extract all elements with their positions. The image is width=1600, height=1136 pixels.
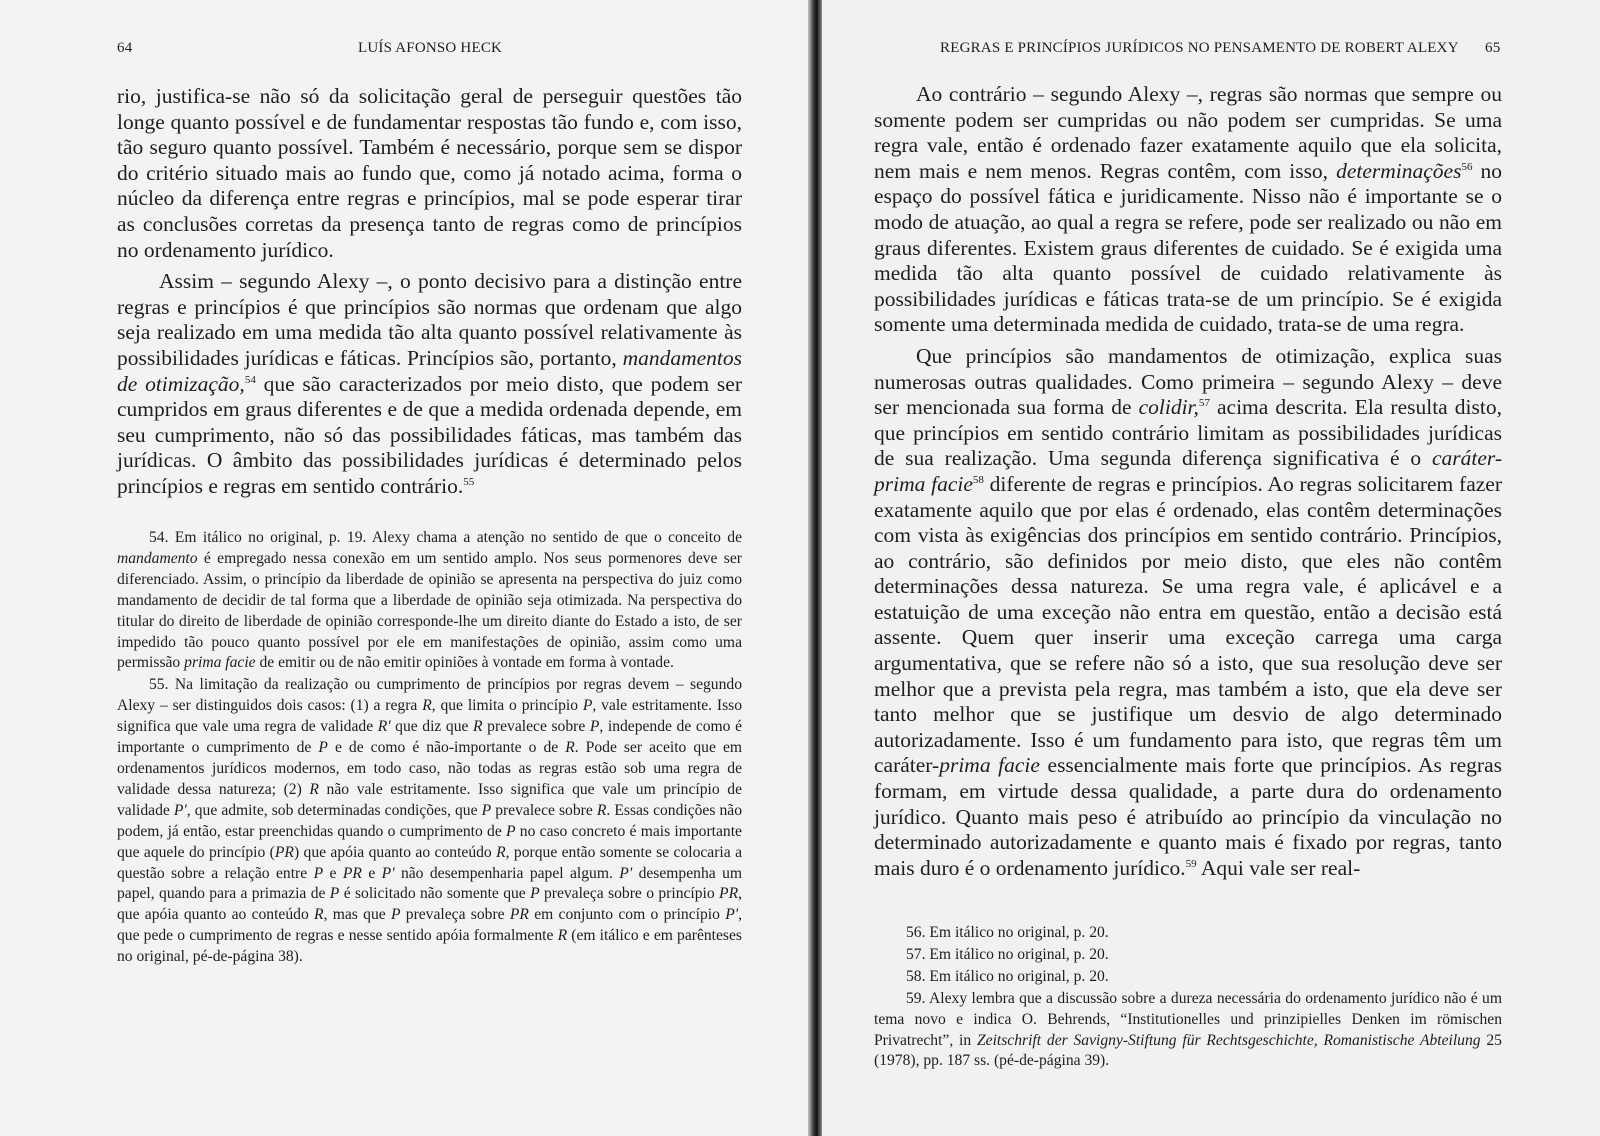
italic-run: R (596, 801, 607, 819)
footnote-57: 57. Em itálico no original, p. 20. (906, 945, 1109, 963)
footnote-ref-59: 59 (1185, 857, 1197, 870)
text-run: no caso concreto é mais importante que aquele do princípio ( (117, 822, 742, 861)
footnote-ref-58: 58 (972, 473, 984, 486)
footnote-58: 58. Em itálico no original, p. 20. (906, 967, 1109, 985)
italic-run: P (390, 906, 401, 924)
text-run: e de como é não-importante o de (327, 739, 566, 757)
italic-run: Zeitschrift der Savigny-Stiftung für Rechtsgeschichte, Romanistische Abteilung (976, 1031, 1481, 1049)
italic-run: colidir, (1138, 395, 1199, 420)
text-run: , que limita o princípio (431, 697, 583, 715)
italic-run: prima facie (184, 654, 256, 672)
italic-run: R (309, 780, 319, 798)
text-run: , mas que (323, 906, 391, 924)
right-footnotes (874, 923, 1502, 1072)
text-run: 25 (1978), pp. 187 ss. (pé-de-página 39). (874, 1031, 1502, 1070)
text-run: , porque então somente se colocaria a questão sobre a relação entre (117, 843, 742, 882)
italic-run: P' (381, 864, 395, 882)
text-run: Ao contrário – segundo Alexy –, regras são normas que sempre ou somente podem ser cumpridas ou não podem ser cumpridas. Se uma regra vale, então é ordenado fazer exatamente aquilo que ela solicita, nem mais e nem menos. Regras contêm, com isso, (874, 82, 1502, 183)
text-run: prevaleça sobre (400, 906, 510, 924)
italic-run: P (481, 801, 492, 819)
text-run: acima descrita. Ela resulta disto, que princípios em sentido contrário limitam as possibilidades jurídicas de sua realização. Uma segunda diferença significativa é o (874, 395, 1502, 471)
text-run: e (361, 864, 382, 882)
left-page-number: 64 (117, 40, 133, 56)
italic-run: P (589, 718, 600, 736)
text-run: diferente de regras e princípios. Ao regras solicitarem fazer exatamente aquilo que por elas é ordenado, elas contêm determinações com vista às exigências dos princípios em sentido contrário. Princípios, ao contrário, são definidos por meio disto, que eles não contêm determinações dessa natureza. Se uma regra vale, é aplicável e a estatuição de uma exceção não entra em questão, então a decisão está assente. Quem quer inserir uma exceção carrega uma carga argumentativa, que se refere não só a isto, que sua resolução deve ser melhor que a prevista pela regra, mas também a isto, que ela deve ser tanto melhor que se justifique um desvio de algo determinado autorizadamente. Isso é um fundamento para isto, que regras têm um caráter- (874, 471, 1502, 778)
text-run: essencialmente mais forte que princípios. As regras formam, em virtude dessa qualidade, a parte dura do ordenamento jurídico. Quanto mais peso é atribuído ao princípio da vinculação no determinado autorizadamente e quanto mais é fixado por regras, tanto mais duro é o ordenamento jurídico. (874, 753, 1502, 880)
italic-run: P' (173, 801, 187, 819)
footnote-59 (874, 989, 1502, 1073)
italic-run: P (506, 822, 516, 840)
text-run: Que princípios são mandamentos de otimização, explica suas numerosas outras qualidades. Como primeira – segundo Alexy – deve ser mencionada sua forma de (874, 343, 1502, 420)
left-paragraph-1: rio, justifica-se não só da solicitação geral de perseguir questões tão longe quanto possível e de fundamentar respostas tão fundo e, com isso, tão seguro quanto possível. Também é necessário, porque sem se dispor do critério situado mais ao fundo que, como já notado acima, forma o núcleo da diferença entre regras e princípios, mal se pode esperar tirar as conclusões corretas da presença tanto de regras como de princípios no ordenamento jurídico. (117, 84, 742, 262)
italic-run: determinações (1336, 158, 1462, 183)
text-run: 55. Na limitação da realização ou cumprimento de princípios por regras devem – segundo Alexy – ser distinguidos dois casos: (1) a regra (117, 676, 742, 715)
right-body (874, 82, 1502, 881)
right-paragraph-2 (874, 344, 1502, 881)
text-run: em conjunto com o princípio (528, 906, 726, 924)
footnote-ref-56: 56 (1461, 160, 1473, 173)
italic-run: P (318, 739, 328, 757)
italic-run: P' (725, 906, 739, 924)
italic-run: R (422, 697, 432, 715)
italic-run: R (565, 739, 575, 757)
text-run: , vale estritamente. Isso significa que vale uma regra de validade (117, 697, 743, 736)
left-footnotes (117, 528, 742, 968)
right-running-head: REGRAS E PRINCÍPIOS JURÍDICOS NO PENSAMENTO DE ROBERT ALEXY (940, 40, 1459, 56)
text-run: Aqui vale ser real- (1196, 855, 1361, 880)
right-paragraph-1 (874, 82, 1502, 338)
italic-run: mandamentos de otimização, (117, 345, 742, 396)
text-run: , que pede o cumprimento de regras e nesse sentido apóia formalmente (117, 906, 742, 945)
text-run: , independe de como é importante o cumprimento de (117, 718, 742, 757)
italic-run: P (313, 864, 324, 882)
italic-run: P (329, 885, 340, 903)
footnote-56: 56. Em itálico no original, p. 20. (906, 924, 1109, 941)
left-running-head: LUÍS AFONSO HECK (358, 40, 503, 56)
italic-run: mandamento (117, 549, 198, 567)
footnote-55 (117, 675, 742, 968)
text-run: que diz que (390, 718, 474, 736)
italic-run: PR (719, 885, 739, 903)
text-run: desempenha um papel, quando para a primazia de (117, 864, 742, 903)
text-run: ) que apóia quanto ao conteúdo (293, 843, 497, 861)
italic-run: caráter-prima facie (874, 446, 1502, 496)
text-run: prevalece sobre (491, 801, 597, 819)
italic-run: prima facie (939, 753, 1040, 778)
text-run: não vale estritamente. Isso significa que vale um princípio de validade (117, 780, 742, 819)
text-run: e (323, 864, 343, 882)
left-paragraph-2 (117, 269, 742, 499)
text-run: no espaço do possível fática e juridicamente. Nisso não é importante se o modo de atuação, ao qual a regra se refere, pode ser realizado ou não em graus diferentes. Existem graus diferentes de cuidado. Se é exigida uma medida tão alta quanto possível de cuidado relativamente às possibilidades jurídicas e fáticas trata-se de um princípio. Se é exigida somente uma determinada medida de cuidado, trata-se de uma regra. (874, 158, 1503, 337)
footnote-54 (117, 528, 742, 674)
text-run: de emitir ou de não emitir opiniões à vontade em forma à vontade. (255, 654, 674, 672)
italic-run: PR (509, 906, 529, 924)
text-run: , que apóia quanto ao conteúdo (117, 885, 743, 924)
italic-run: R (473, 718, 483, 736)
text-run: , que admite, sob determinadas condições, que (186, 801, 482, 819)
text-run: 59. Alexy lembra que a discussão sobre a dureza necessária do ordenamento jurídico não é um tema novo e indica O. Behrends, “Institutionelles und prinzipielles Denken im römischen Privatrecht”, in (874, 989, 1502, 1049)
left-body (117, 84, 742, 500)
text-run: prevaleça sobre o princípio (539, 885, 720, 903)
italic-run: PR (274, 843, 294, 861)
text-run: é empregado nessa conexão em um sentido amplo. Nos seus pormenores deve ser diferenciado. Assim, o princípio da liberdade de opinião se apresenta na perspectiva do juiz como mandamento de decidir de tal forma que a liberdade de opinião seja otimizada. Na perspectiva do titular do direito de liberdade de opinião corresponde-lhe um direito diante do Estado a isto, de ser impedido tão pouco quanto possível por ele em manifestações de opinião, assim como uma permissão (117, 549, 742, 672)
footnote-ref-54: 54 (244, 373, 256, 386)
text-run: 54. Em itálico no original, p. 19. Alexy chama a atenção no sentido de que o conceito de (149, 529, 742, 546)
footnote-ref-57: 57 (1198, 396, 1210, 409)
text-run: Assim – segundo Alexy –, o ponto decisivo para a distinção entre regras e princípios é que princípios são normas que ordenam que algo seja realizado em uma medida tão alta quanto possível relativamente às possibilidades jurídicas e fáticas. Princípios são, portanto, (117, 269, 742, 370)
italic-run: R (496, 843, 506, 861)
italic-run: PR (342, 864, 362, 882)
text-run: é solicitado não somente que (339, 885, 531, 903)
text-run: . Pode ser aceito que em ordenamentos jurídicos modernos, em todo caso, não todas as regras estão sob uma regra de validade dessa natureza; (2) (117, 739, 742, 798)
italic-run: P (582, 697, 593, 715)
italic-run: P' (619, 864, 633, 882)
text-run: não desempenharia papel algum. (394, 864, 620, 882)
italic-run: R' (377, 718, 391, 736)
italic-run: R (557, 927, 568, 945)
right-page-number: 65 (1485, 40, 1501, 56)
right-page (822, 0, 1600, 1136)
text-run: que são caracterizados por meio disto, que podem ser cumpridos em graus diferentes e de que a medida ordenada depende, em seu cumprimento, não só das possibilidades fáticas, mas também das jurídicas. O âmbito das possibilidades jurídicas é determinado pelos princípios e regras em sentido contrário. (117, 371, 742, 498)
text-run: (em itálico e em parênteses no original, pé-de-página 38). (117, 927, 742, 966)
text-run: . Essas condições não podem, já então, estar preenchidas quando o cumprimento de (117, 801, 743, 840)
italic-run: R (314, 906, 324, 924)
footnote-ref-55: 55 (463, 475, 475, 488)
italic-run: P (530, 885, 540, 903)
text-run: prevalece sobre (482, 718, 590, 736)
